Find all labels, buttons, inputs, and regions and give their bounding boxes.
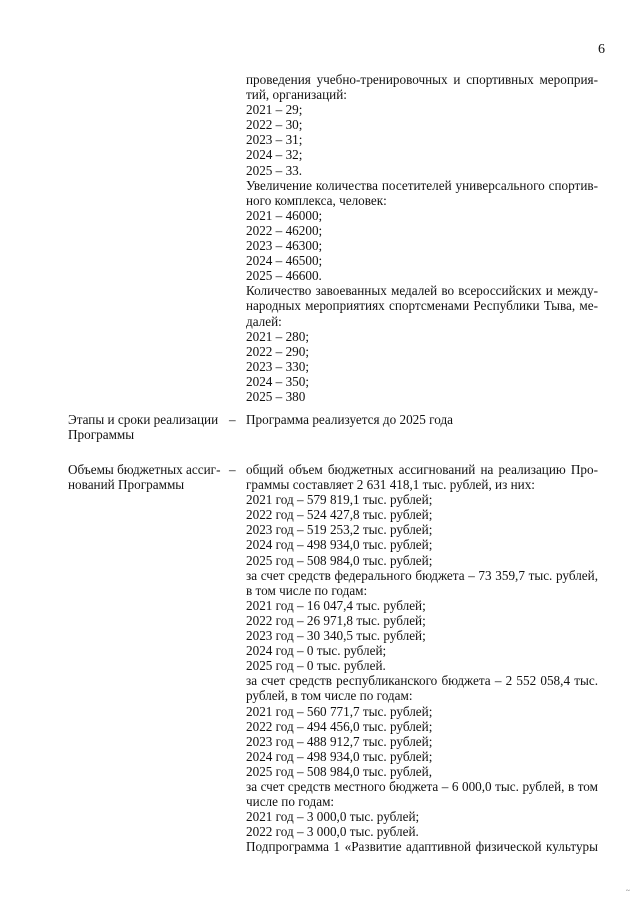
indicator-line: 2024 – 350; xyxy=(246,373,310,389)
indicator-line: 2023 – 46300; xyxy=(246,238,323,254)
budget-line: в том числе по годам: xyxy=(246,582,368,598)
budget-line: Подпрограмма 1 «Развитие адаптивной физической культуры xyxy=(246,839,598,855)
stages-label-line: Программы xyxy=(68,427,135,443)
page-number: 6 xyxy=(598,42,605,57)
indicator-line: проведения учебно-тренировочных и спортивных мероприя- xyxy=(246,72,598,87)
indicator-line: 2021 – 46000; xyxy=(246,207,323,223)
budget-line: рублей, в том числе по годам: xyxy=(246,688,413,704)
indicator-line: 2024 – 32; xyxy=(246,147,303,163)
indicator-line: 2022 – 30; xyxy=(246,117,303,133)
budget-line: 2021 год – 3 000,0 тыс. рублей; xyxy=(246,809,420,825)
budget-line: за счет средств республиканского бюджета – 2 552 058,4 тыс. xyxy=(246,673,598,689)
budget-line: 2021 год – 16 047,4 тыс. рублей; xyxy=(246,597,426,613)
indicator-line: 2025 – 33. xyxy=(246,162,303,178)
indicator-line: Увеличение количества посетителей универсального спортив- xyxy=(246,177,598,193)
budget-line: 2021 год – 560 771,7 тыс. рублей; xyxy=(246,703,433,719)
indicator-line: 2024 – 46500; xyxy=(246,253,323,269)
indicator-line: Количество завоеванных медалей во всероссийских и между- xyxy=(246,283,598,299)
indicators-continuation xyxy=(246,72,598,404)
budget-line: 2023 год – 488 912,7 тыс. рублей; xyxy=(246,733,433,749)
indicator-line: ного комплекса, человек: xyxy=(246,192,387,208)
budget-line: 2024 год – 498 934,0 тыс. рублей; xyxy=(246,748,433,764)
budget-line: 2022 год – 3 000,0 тыс. рублей. xyxy=(246,824,419,840)
budget-line: 2025 год – 508 984,0 тыс. рублей, xyxy=(246,763,432,779)
budget-line: за счет средств местного бюджета – 6 000,0 тыс. рублей, в том xyxy=(246,778,598,794)
budget-line: 2022 год – 524 427,8 тыс. рублей; xyxy=(246,507,433,523)
budget-label-line: нований Программы xyxy=(68,477,185,493)
budget-line: 2025 год – 0 тыс. рублей. xyxy=(246,658,386,674)
budget-line: 2022 год – 26 971,8 тыс. рублей; xyxy=(246,612,426,628)
budget-line: 2024 год – 498 934,0 тыс. рублей; xyxy=(246,537,433,553)
indicator-line: далей: xyxy=(246,313,282,329)
budget-dash: – xyxy=(229,462,236,477)
indicator-line: 2022 – 290; xyxy=(246,343,310,359)
budget-line: 2023 год – 30 340,5 тыс. рублей; xyxy=(246,628,426,644)
budget-label xyxy=(68,462,228,492)
corner-mark: ~ xyxy=(626,887,630,895)
stages-label xyxy=(68,412,228,442)
stages-label-line: Этапы и сроки реализации xyxy=(68,412,219,427)
stages-value: Программа реализуется до 2025 года xyxy=(246,412,454,427)
indicator-line: 2022 – 46200; xyxy=(246,222,323,238)
indicator-line: 2025 – 46600. xyxy=(246,268,322,284)
indicator-line: народных мероприятиях спортсменами Республики Тыва, ме- xyxy=(246,298,598,314)
indicator-line: 2025 – 380 xyxy=(246,388,306,404)
budget-line: граммы составляет 2 631 418,1 тыс. рублей, из них: xyxy=(246,477,535,493)
indicator-line: 2021 – 29; xyxy=(246,102,303,118)
indicator-line: 2023 – 330; xyxy=(246,358,310,374)
budget-line: числе по годам: xyxy=(246,794,335,810)
indicator-line: тий, организаций: xyxy=(246,87,347,103)
budget-line: 2023 год – 519 253,2 тыс. рублей; xyxy=(246,522,433,538)
budget-line: 2021 год – 579 819,1 тыс. рублей; xyxy=(246,492,433,508)
budget-label-line: Объемы бюджетных ассиг- xyxy=(68,462,221,477)
budget-details xyxy=(246,462,598,854)
indicator-line: 2023 – 31; xyxy=(246,132,303,148)
budget-line: 2025 год – 508 984,0 тыс. рублей; xyxy=(246,552,433,568)
budget-line: за счет средств федерального бюджета – 73 359,7 тыс. рублей, xyxy=(246,567,598,583)
budget-line: 2022 год – 494 456,0 тыс. рублей; xyxy=(246,718,433,734)
budget-line: 2024 год – 0 тыс. рублей; xyxy=(246,643,387,659)
budget-line: общий объем бюджетных ассигнований на реализацию Про- xyxy=(246,462,598,477)
indicator-line: 2021 – 280; xyxy=(246,328,310,344)
stages-dash: – xyxy=(229,412,236,427)
